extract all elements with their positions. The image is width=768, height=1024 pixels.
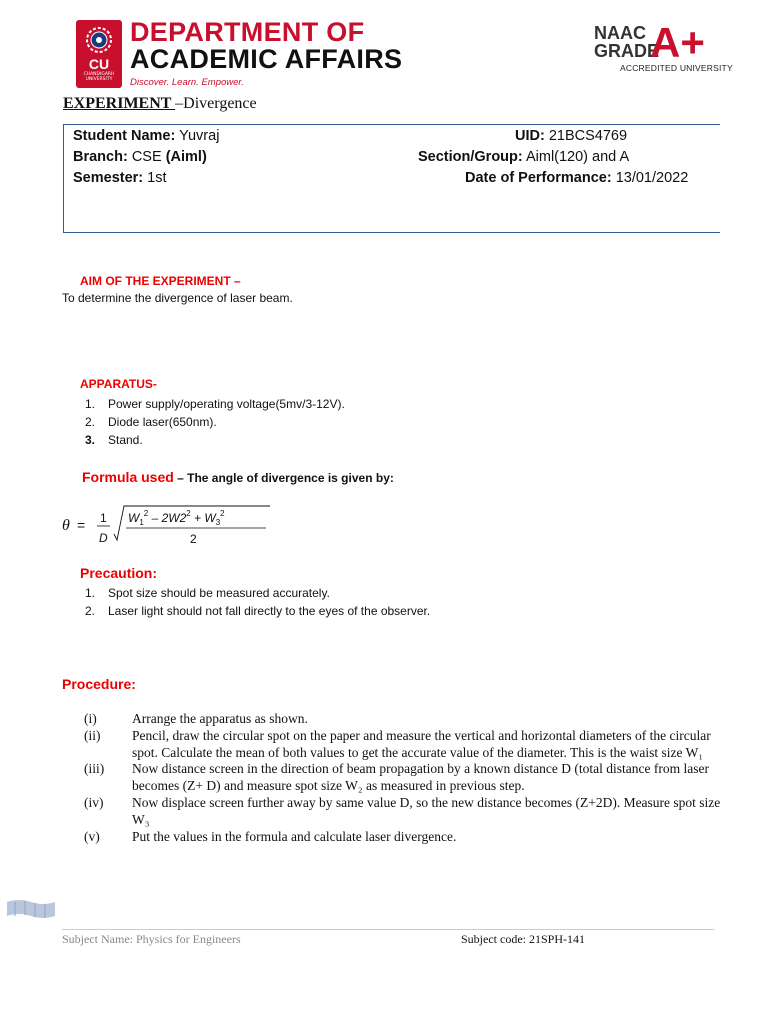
item-text: Power supply/operating voltage(5mv/3-12V). bbox=[108, 397, 345, 411]
logo-text: CU bbox=[88, 56, 110, 72]
grade-label: GRADE bbox=[594, 41, 660, 61]
numerator: $W_1^2 - 2W2^2 + W_3^2$ bbox=[128, 509, 225, 527]
student-name-label: Student Name: bbox=[73, 128, 176, 144]
footer-divider bbox=[62, 929, 714, 930]
date-row bbox=[465, 170, 688, 186]
date-label: Date of Performance: bbox=[465, 170, 612, 186]
item-number: 3. bbox=[85, 433, 96, 447]
tagline: Discover. Learn. Empower. bbox=[130, 77, 244, 88]
item-number: (v) bbox=[84, 828, 100, 844]
naac-grade: A+ bbox=[650, 19, 705, 66]
logo-subtext: CHANDIGARH UNIVERSITY bbox=[83, 72, 115, 82]
list-item bbox=[85, 584, 430, 602]
fraction-d: D bbox=[99, 531, 108, 545]
formula-heading bbox=[82, 469, 394, 485]
list-item bbox=[85, 413, 345, 431]
item-text: Pencil, draw the circular spot on the paper and measure the vertical and horizontal diameters of the circular spot. Calculate the mean of both values to get the accurate value of the diameter. This is the waist size W₁ bbox=[132, 727, 711, 760]
university-logo bbox=[76, 20, 122, 88]
experiment-label: EXPERIMENT bbox=[63, 95, 176, 112]
item-text: Diode laser(650nm). bbox=[108, 415, 217, 429]
branch-label: Branch: bbox=[73, 149, 128, 165]
branch-value: CSE bbox=[131, 149, 162, 165]
ribbon-decoration-icon bbox=[5, 896, 57, 922]
aim-heading: AIM OF THE EXPERIMENT – bbox=[80, 274, 241, 288]
equals-sign: = bbox=[77, 517, 86, 533]
item-number: (iv) bbox=[84, 794, 104, 810]
precaution-list bbox=[85, 584, 430, 620]
formula-subtitle: – The angle of divergence is given by: bbox=[173, 471, 394, 485]
uid-row bbox=[515, 128, 627, 144]
date-value: 13/01/2022 bbox=[615, 170, 689, 186]
item-text: Laser light should not fall directly to the eyes of the observer. bbox=[108, 604, 431, 618]
experiment-title bbox=[63, 95, 257, 113]
section-label: Section/Group: bbox=[418, 149, 523, 165]
subject-code: Subject code: 21SPH-141 bbox=[461, 932, 585, 946]
theta-symbol: θ bbox=[62, 517, 70, 534]
student-name-row bbox=[73, 128, 219, 144]
branch-spec: (Aiml) bbox=[165, 149, 207, 165]
procedure-heading: Procedure: bbox=[62, 676, 136, 692]
item-number: (iii) bbox=[84, 761, 105, 777]
item-number: (ii) bbox=[84, 727, 101, 743]
procedure-list bbox=[84, 711, 724, 845]
item-text: Put the values in the formula and calculate laser divergence. bbox=[132, 828, 457, 844]
list-item bbox=[84, 711, 724, 728]
apparatus-heading: APPARATUS- bbox=[80, 377, 157, 391]
apparatus-list bbox=[85, 395, 345, 449]
experiment-name: –Divergence bbox=[175, 95, 257, 112]
naac-label: NAAC bbox=[594, 23, 646, 43]
item-number: 1. bbox=[85, 397, 96, 411]
item-text: Arrange the apparatus as shown. bbox=[132, 711, 308, 726]
subject-name: Subject Name: Physics for Engineers bbox=[62, 932, 241, 946]
item-number: 2. bbox=[85, 415, 96, 429]
item-text: Stand. bbox=[108, 433, 143, 447]
list-item bbox=[84, 728, 724, 762]
list-item bbox=[84, 795, 724, 829]
semester-row bbox=[73, 170, 167, 186]
accredited-label: ACCREDITED UNIVERSITY bbox=[620, 63, 733, 73]
section-row bbox=[418, 149, 629, 165]
list-item bbox=[85, 395, 345, 413]
item-text: Now distance screen in the direction of beam propagation by a known distance D (total distance from laser becomes (Z+ D) and measure spot size W₂ as measured in previous step. bbox=[132, 761, 709, 794]
branch-row bbox=[73, 149, 207, 165]
aim-text: To determine the divergence of laser beam. bbox=[62, 291, 293, 305]
denominator: 2 bbox=[190, 532, 197, 546]
item-text: Now displace screen further away by same value D, so the new distance becomes (Z+2D). Measure spot size W₃ bbox=[132, 794, 721, 827]
divergence-formula bbox=[60, 500, 280, 550]
uid-value: 21BCS4769 bbox=[548, 128, 628, 144]
formula-title: Formula used bbox=[82, 469, 174, 485]
list-item bbox=[84, 829, 724, 846]
item-number: 2. bbox=[85, 604, 96, 618]
semester-value: 1st bbox=[147, 170, 167, 186]
uid-label: UID: bbox=[515, 128, 545, 144]
department-title-line1: DEPARTMENT OF bbox=[130, 17, 365, 47]
list-item bbox=[85, 602, 430, 620]
student-name-value: Yuvraj bbox=[179, 128, 220, 144]
section-value: Aiml(120) and A bbox=[525, 149, 630, 165]
precaution-heading: Precaution: bbox=[80, 565, 158, 581]
list-item bbox=[84, 761, 724, 795]
fraction-one: 1 bbox=[100, 511, 107, 525]
gear-emblem-icon bbox=[84, 25, 114, 55]
list-item bbox=[85, 431, 345, 449]
item-number: 1. bbox=[85, 586, 96, 600]
item-text: Spot size should be measured accurately. bbox=[108, 586, 330, 600]
semester-label: Semester: bbox=[73, 170, 144, 186]
department-title-line2: ACADEMIC AFFAIRS bbox=[130, 44, 403, 74]
item-number: (i) bbox=[84, 711, 97, 726]
